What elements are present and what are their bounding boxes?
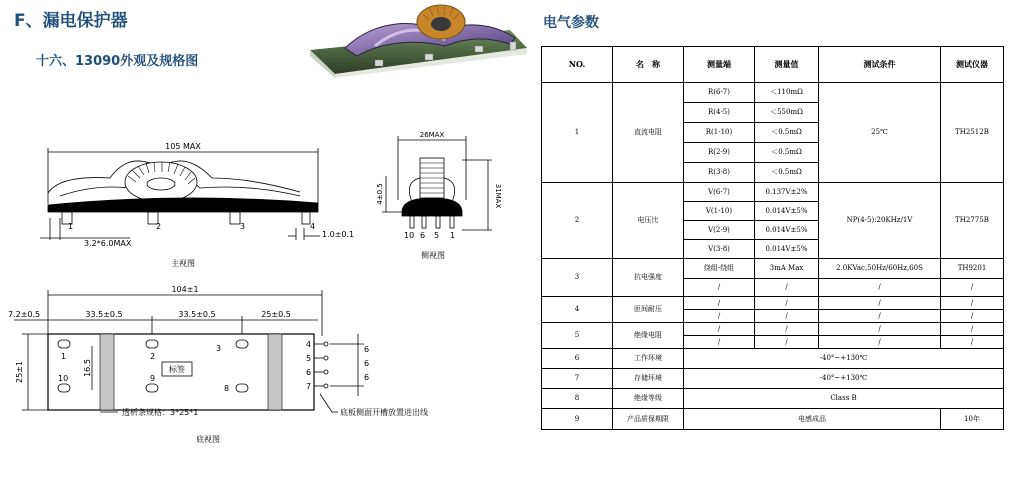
group2-no: 2 bbox=[542, 183, 613, 259]
row9-period: 10年 bbox=[941, 409, 1004, 430]
side-offset-label: 4±0.5 bbox=[376, 183, 384, 205]
side-width-label: 26MAX bbox=[419, 131, 445, 139]
bottom-left-offset-label: 7.2±0.5 bbox=[8, 310, 41, 319]
header-name: 名 称 bbox=[613, 47, 684, 83]
bottom-pin-6: 6 bbox=[306, 368, 312, 377]
bottom-pin-4: 4 bbox=[306, 340, 312, 349]
bottom-height-label: 25±1 bbox=[15, 361, 24, 383]
row6-value: -40°~+130℃ bbox=[684, 349, 1004, 369]
row8-name: 绝缘等级 bbox=[613, 389, 684, 409]
slash-cell: / bbox=[941, 279, 1004, 297]
pitch-label-2: 6 bbox=[364, 359, 370, 368]
main-pin-size-label: 1.0±0.1 bbox=[322, 230, 355, 239]
bottom-view-caption: 底视图 bbox=[196, 435, 220, 444]
group5-no: 5 bbox=[542, 323, 613, 349]
table-row bbox=[542, 259, 1004, 279]
group1-terminal: R(4-5) bbox=[684, 103, 755, 123]
side-pin-5: 5 bbox=[434, 231, 440, 240]
bottom-spacing-b: 33.5±0.5 bbox=[178, 310, 216, 319]
group1-no: 1 bbox=[542, 83, 613, 183]
group1-value: ＜0.5mΩ bbox=[755, 123, 819, 143]
group3-name: 抗电强度 bbox=[613, 259, 684, 297]
slash-cell: / bbox=[684, 310, 755, 323]
header-instrument: 测试仪器 bbox=[941, 47, 1004, 83]
group2-terminal: V(6-7) bbox=[684, 183, 755, 202]
main-width-label: 105 MAX bbox=[165, 142, 201, 151]
group2-terminal: V(1-10) bbox=[684, 202, 755, 221]
bottom-view bbox=[14, 290, 364, 412]
group1-condition: 25℃ bbox=[819, 83, 941, 183]
group1-terminal: R(2-9) bbox=[684, 143, 755, 163]
side-pin-1: 1 bbox=[450, 231, 456, 240]
main-view-caption: 主视图 bbox=[171, 259, 195, 268]
table-row bbox=[542, 369, 1004, 389]
slash-cell: / bbox=[684, 323, 755, 336]
row9-name: 产品质保期限 bbox=[613, 409, 684, 430]
side-view bbox=[382, 136, 492, 230]
group4-no: 4 bbox=[542, 297, 613, 323]
main-pin-3: 3 bbox=[240, 222, 246, 231]
table-row bbox=[542, 83, 1004, 103]
group2-value: 0.014V±5% bbox=[755, 240, 819, 259]
bottom-pin-5: 5 bbox=[306, 354, 312, 363]
row9-no: 9 bbox=[542, 409, 613, 430]
row6-name: 工作环境 bbox=[613, 349, 684, 369]
slash-cell: / bbox=[819, 297, 941, 310]
main-pin-4: 4 bbox=[310, 222, 316, 231]
group3-condition: 2.0KVac,50Hz/60Hz,60S bbox=[819, 259, 941, 279]
slash-cell: / bbox=[755, 336, 819, 349]
slash-cell: / bbox=[684, 279, 755, 297]
bottom-inner-height-label: 16.5 bbox=[83, 359, 92, 377]
table-row bbox=[542, 297, 1004, 310]
group1-terminal: R(1-10) bbox=[684, 123, 755, 143]
table-row bbox=[542, 389, 1004, 409]
side-height-label: 31MAX bbox=[494, 183, 502, 209]
bottom-note: 底板侧面开槽放置进出线 bbox=[340, 408, 428, 417]
side-pin-10: 10 bbox=[404, 231, 415, 240]
group3-value: 3mA Max bbox=[755, 259, 819, 279]
electrical-params-table bbox=[541, 46, 1004, 430]
slash-cell: / bbox=[819, 336, 941, 349]
header-condition: 测试条件 bbox=[819, 47, 941, 83]
group2-name: 电压比 bbox=[613, 183, 684, 259]
params-title: 电气参数 bbox=[543, 15, 599, 31]
side-pin-6: 6 bbox=[420, 231, 426, 240]
row9-value: 电感成品 bbox=[684, 409, 941, 430]
subtitle: 十六、13090外观及规格图 bbox=[36, 54, 199, 69]
slash-cell: / bbox=[755, 310, 819, 323]
hole-label-1: 1 bbox=[61, 352, 67, 361]
slash-cell: / bbox=[684, 336, 755, 349]
table-row bbox=[542, 323, 1004, 336]
hole-label-3: 3 bbox=[216, 344, 222, 353]
group1-name: 直流电阻 bbox=[613, 83, 684, 183]
slash-cell: / bbox=[755, 279, 819, 297]
group4-name: 匝间耐压 bbox=[613, 297, 684, 323]
table-row bbox=[542, 183, 1004, 202]
group2-terminal: V(3-8) bbox=[684, 240, 755, 259]
hole-label-9: 9 bbox=[150, 374, 156, 383]
bottom-total-label: 104±1 bbox=[171, 285, 199, 294]
group2-value: 0.137V±2% bbox=[755, 183, 819, 202]
group3-instrument: TH9201 bbox=[941, 259, 1004, 279]
main-pin-spacing-label: 3.2*6.0MAX bbox=[84, 239, 132, 248]
table-header-row bbox=[542, 47, 1004, 83]
group2-value: 0.014V±5% bbox=[755, 221, 819, 240]
strip-spec-label: 透析条规格：3*25*1 bbox=[122, 408, 199, 417]
group1-value: ＜0.5mΩ bbox=[755, 163, 819, 183]
group3-no: 3 bbox=[542, 259, 613, 297]
group1-value: ＜550mΩ bbox=[755, 103, 819, 123]
row8-no: 8 bbox=[542, 389, 613, 409]
row7-name: 存储环境 bbox=[613, 369, 684, 389]
hole-label-8: 8 bbox=[224, 384, 230, 393]
row8-value: Class B bbox=[684, 389, 1004, 409]
group2-instrument: TH2775B bbox=[941, 183, 1004, 259]
header-no: NO. bbox=[542, 47, 613, 83]
pitch-label-3: 6 bbox=[364, 373, 370, 382]
slash-cell: / bbox=[755, 297, 819, 310]
group1-instrument: TH2512B bbox=[941, 83, 1004, 183]
group1-value: ＜110mΩ bbox=[755, 83, 819, 103]
group2-terminal: V(2-9) bbox=[684, 221, 755, 240]
pitch-label-1: 6 bbox=[364, 345, 370, 354]
header-terminal: 测量端 bbox=[684, 47, 755, 83]
hole-label-2: 2 bbox=[150, 352, 156, 361]
group5-name: 绝缘电阻 bbox=[613, 323, 684, 349]
slash-cell: / bbox=[819, 323, 941, 336]
tag-label: 标签 bbox=[169, 365, 185, 374]
row6-no: 6 bbox=[542, 349, 613, 369]
group1-terminal: R(3-8) bbox=[684, 163, 755, 183]
bottom-pin-7: 7 bbox=[306, 382, 312, 391]
slash-cell: / bbox=[941, 297, 1004, 310]
slash-cell: / bbox=[819, 279, 941, 297]
row7-value: -40°~+130℃ bbox=[684, 369, 1004, 389]
group2-value: 0.014V±5% bbox=[755, 202, 819, 221]
header-value: 测量值 bbox=[755, 47, 819, 83]
slash-cell: / bbox=[941, 323, 1004, 336]
main-pin-2: 2 bbox=[156, 222, 162, 231]
slash-cell: / bbox=[941, 336, 1004, 349]
group3-terminal: 绕组-绕组 bbox=[684, 259, 755, 279]
bottom-spacing-a: 33.5±0.5 bbox=[85, 310, 123, 319]
slash-cell: / bbox=[684, 297, 755, 310]
table-row bbox=[542, 349, 1004, 369]
side-view-caption: 侧视图 bbox=[421, 251, 445, 260]
main-view bbox=[40, 148, 320, 240]
group1-value: ＜0.5mΩ bbox=[755, 143, 819, 163]
row7-no: 7 bbox=[542, 369, 613, 389]
hole-label-10: 10 bbox=[58, 374, 69, 383]
slash-cell: / bbox=[755, 323, 819, 336]
section-title: F、漏电保护器 bbox=[14, 11, 128, 31]
group1-terminal: R(6-7) bbox=[684, 83, 755, 103]
main-pin-1: 1 bbox=[68, 222, 74, 231]
slash-cell: / bbox=[819, 310, 941, 323]
slash-cell: / bbox=[941, 310, 1004, 323]
bottom-spacing-c: 25±0.5 bbox=[261, 310, 291, 319]
table-row bbox=[542, 409, 1004, 430]
group2-condition: NP(4-5):20KHz/1V bbox=[819, 183, 941, 259]
